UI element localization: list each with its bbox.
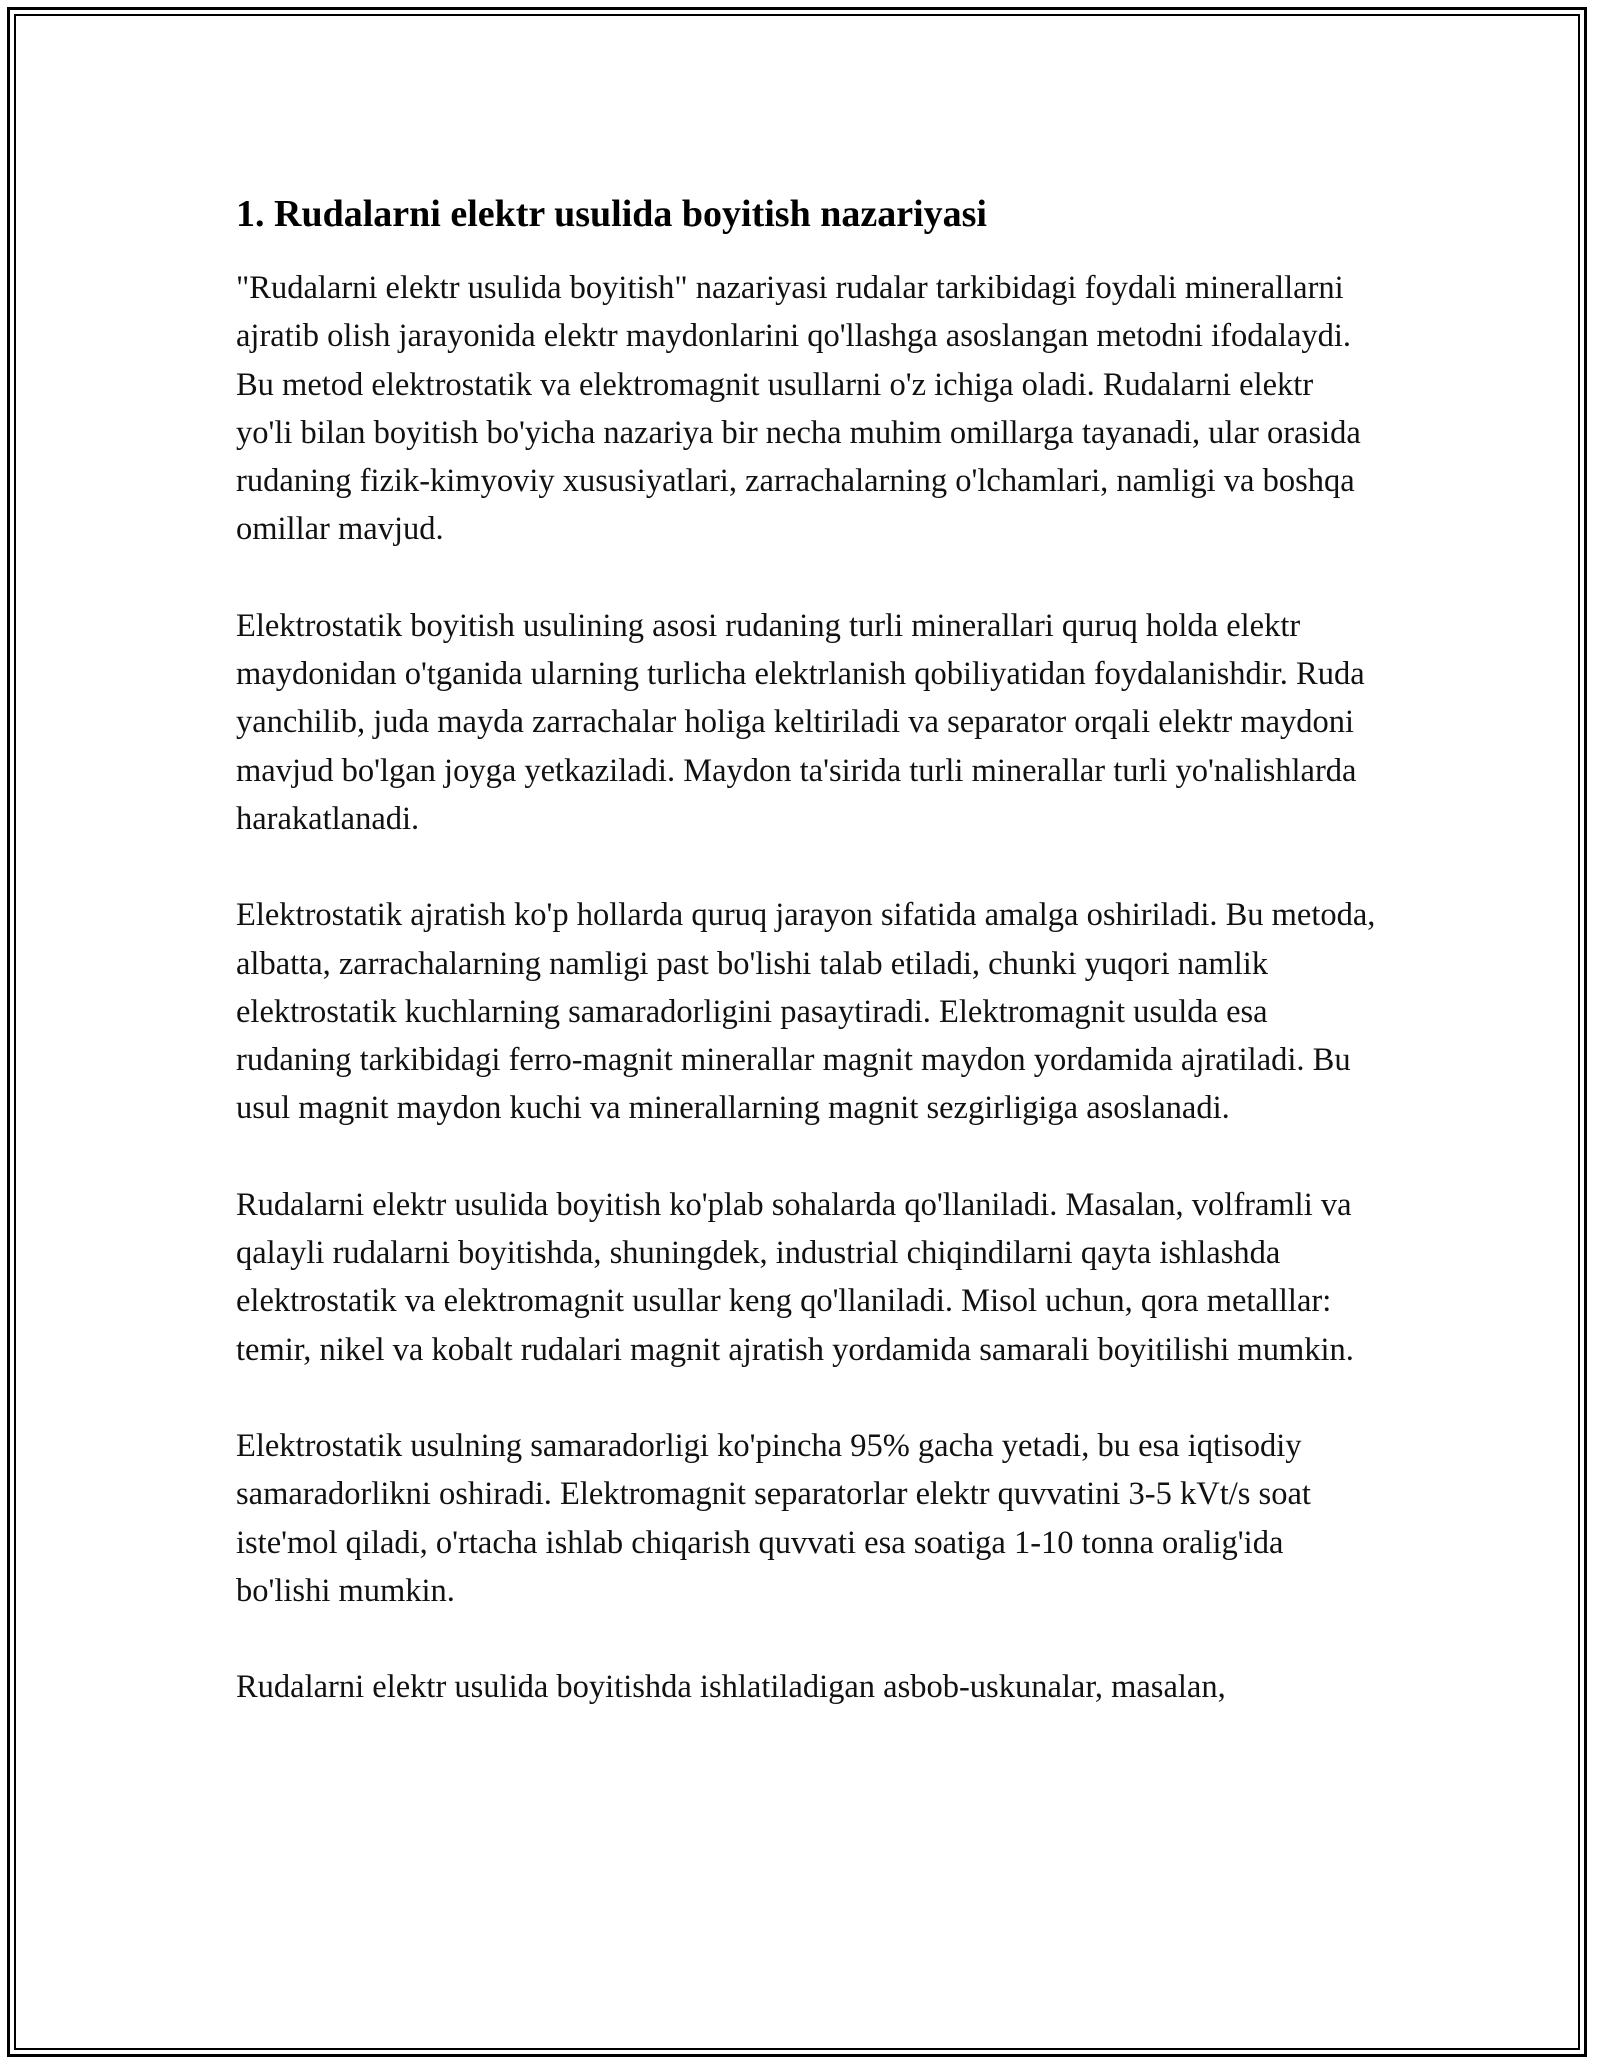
document-body — [236, 190, 1376, 1759]
section-heading: 1. Rudalarni elektr usulida boyitish nazariyasi — [236, 193, 987, 235]
paragraph-1: "Rudalarni elektr usulida boyitish" nazariyasi rudalar tarkibidagi foydali minerallarni ajratib olish jarayonida elektr maydonlarini qo'llashga asoslangan metodni ifodalaydi. Bu metod elektrostatik va elektromagnit usullarni o'z ichiga oladi. Rudalarni elektr yo'li bilan boyitish bo'yicha nazariya bir necha muhim omillarga tayanadi, ular orasida rudaning fizik-kimyoviy xususiyatlari, zarrachalarning o'lchamlari, namligi va boshqa omillar mavjud. — [236, 270, 1361, 548]
paragraph-2: Elektrostatik boyitish usulining asosi rudaning turli minerallari quruq holda elektr maydonidan o'tganida ularning turlicha elektrlanish qobiliyatidan foydalanishdir. Ruda yanchilib, juda mayda zarrachalar holiga keltiriladi va separator orqali elektr maydoni mavjud bo'lgan joyga yetkaziladi. Maydon ta'sirida turli minerallar turli yo'nalishlarda harakatlanadi. — [236, 607, 1365, 837]
paragraph-5: Elektrostatik usulning samaradorligi ko'pincha 95% gacha yetadi, bu esa iqtisodiy samaradorlikni oshiradi. Elektromagnit separatorlar elektr quvvatini 3-5 kVt/s soat iste'mol qiladi, o'rtacha ishlab chiqarish quvvati esa soatiga 1-10 tonna oralig'ida bo'lishi mumkin. — [236, 1427, 1311, 1609]
paragraph-3: Elektrostatik ajratish ko'p hollarda quruq jarayon sifatida amalga oshiriladi. Bu metoda, albatta, zarrachalarning namligi past bo'lishi talab etiladi, chunki yuqori namlik elektrostatik kuchlarning samaradorligini pasaytiradi. Elektromagnit usulda esa rudaning tarkibidagi ferro-magnit minerallar magnit maydon yordamida ajratiladi. Bu usul magnit maydon kuchi va minerallarning magnit sezgirligiga asoslanadi. — [236, 897, 1376, 1127]
paragraph-4: Rudalarni elektr usulida boyitish ko'plab sohalarda qo'llaniladi. Masalan, volframli va qalayli rudalarni boyitishda, shuningdek, industrial chiqindilarni qayta ishlashda elektrostatik va elektromagnit usullar keng qo'llaniladi. Misol uchun, qora metalllar: temir, nikel va kobalt rudalari magnit ajratish yordamida samarali boyitilishi mumkin. — [236, 1186, 1354, 1368]
paragraph-6: Rudalarni elektr usulida boyitishda ishlatiladigan asbob-uskunalar, masalan, — [236, 1669, 1226, 1706]
